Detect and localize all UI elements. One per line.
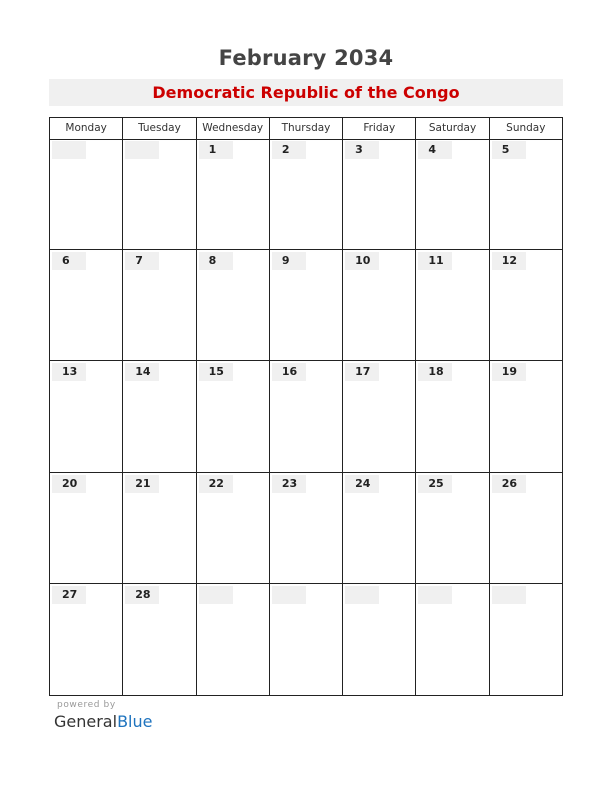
- day-number: [199, 586, 233, 604]
- day-cell: [197, 473, 270, 583]
- powered-by-label: powered by: [57, 700, 116, 710]
- day-number: [52, 141, 86, 159]
- day-number: 19: [492, 363, 526, 381]
- day-number: 1: [199, 141, 233, 159]
- day-cell: [490, 361, 562, 471]
- day-cell: [50, 473, 123, 583]
- day-cell: [50, 250, 123, 360]
- day-cell: [197, 361, 270, 471]
- day-number: [125, 141, 159, 159]
- day-number: 23: [272, 475, 306, 493]
- day-number: 20: [52, 475, 86, 493]
- day-cell: [123, 361, 196, 471]
- day-cell: [416, 473, 489, 583]
- day-cell: [490, 139, 562, 249]
- day-cell: [197, 584, 270, 695]
- day-cell: [270, 361, 343, 471]
- day-cell: [270, 250, 343, 360]
- week-row-5: [50, 584, 562, 695]
- day-cell: [490, 584, 562, 695]
- weekday-tuesday: Tuesday: [123, 118, 196, 139]
- generalblue-logo[interactable]: [54, 712, 152, 731]
- week-row-4: [50, 473, 562, 584]
- calendar-title: February 2034: [218, 46, 394, 70]
- day-cell: [416, 250, 489, 360]
- day-number: 13: [52, 363, 86, 381]
- day-number: 27: [52, 586, 86, 604]
- day-cell: [270, 473, 343, 583]
- day-cell: [490, 473, 562, 583]
- day-cell: [197, 139, 270, 249]
- day-cell: [123, 473, 196, 583]
- day-number: 10: [345, 252, 379, 270]
- day-cell: [343, 473, 416, 583]
- day-number: [345, 586, 379, 604]
- weekday-friday: Friday: [343, 118, 416, 139]
- weekday-header-row: [50, 118, 562, 140]
- day-cell: [50, 361, 123, 471]
- day-cell: [123, 139, 196, 249]
- day-cell: [343, 139, 416, 249]
- day-cell: [416, 361, 489, 471]
- weekday-sunday: Sunday: [506, 122, 546, 134]
- day-number: 22: [199, 475, 233, 493]
- day-number: 18: [418, 363, 452, 381]
- day-number: 15: [199, 363, 233, 381]
- day-number: [272, 586, 306, 604]
- day-number: 7: [125, 252, 159, 270]
- day-cell: [50, 139, 123, 249]
- day-cell: [197, 250, 270, 360]
- day-number: 4: [418, 141, 452, 159]
- day-cell: [343, 250, 416, 360]
- day-number: 17: [345, 363, 379, 381]
- day-number: 5: [492, 141, 526, 159]
- day-number: 3: [345, 141, 379, 159]
- day-number: [418, 586, 452, 604]
- day-cell: [416, 584, 489, 695]
- day-cell: [416, 139, 489, 249]
- weekday-monday: Monday: [50, 118, 123, 139]
- day-number: 11: [418, 252, 452, 270]
- weekday-wednesday: Wednesday: [197, 118, 270, 139]
- day-number: 6: [52, 252, 86, 270]
- brand-general: General: [54, 712, 118, 731]
- day-number: 2: [272, 141, 306, 159]
- country-name: Democratic Republic of the Congo: [152, 83, 460, 102]
- day-cell: [343, 361, 416, 471]
- day-cell: [123, 584, 196, 695]
- day-cell: [270, 139, 343, 249]
- week-row-1: [50, 139, 562, 250]
- day-number: 26: [492, 475, 526, 493]
- day-number: 9: [272, 252, 306, 270]
- day-number: 12: [492, 252, 526, 270]
- week-row-2: [50, 250, 562, 361]
- day-cell: [490, 250, 562, 360]
- day-number: 28: [125, 586, 159, 604]
- weekday-thursday: Thursday: [270, 118, 343, 139]
- day-number: 8: [199, 252, 233, 270]
- day-number: [492, 586, 526, 604]
- day-cell: [343, 584, 416, 695]
- country-banner: [49, 79, 563, 106]
- weekday-saturday: Saturday: [416, 118, 489, 139]
- day-cell: [270, 584, 343, 695]
- calendar-grid: [49, 117, 563, 696]
- day-number: 21: [125, 475, 159, 493]
- brand-blue: Blue: [117, 712, 153, 731]
- week-row-3: [50, 361, 562, 472]
- day-number: 25: [418, 475, 452, 493]
- day-cell: [123, 250, 196, 360]
- day-number: 24: [345, 475, 379, 493]
- day-number: 14: [125, 363, 159, 381]
- weeks-container: [50, 139, 562, 695]
- day-cell: [50, 584, 123, 695]
- day-number: 16: [272, 363, 306, 381]
